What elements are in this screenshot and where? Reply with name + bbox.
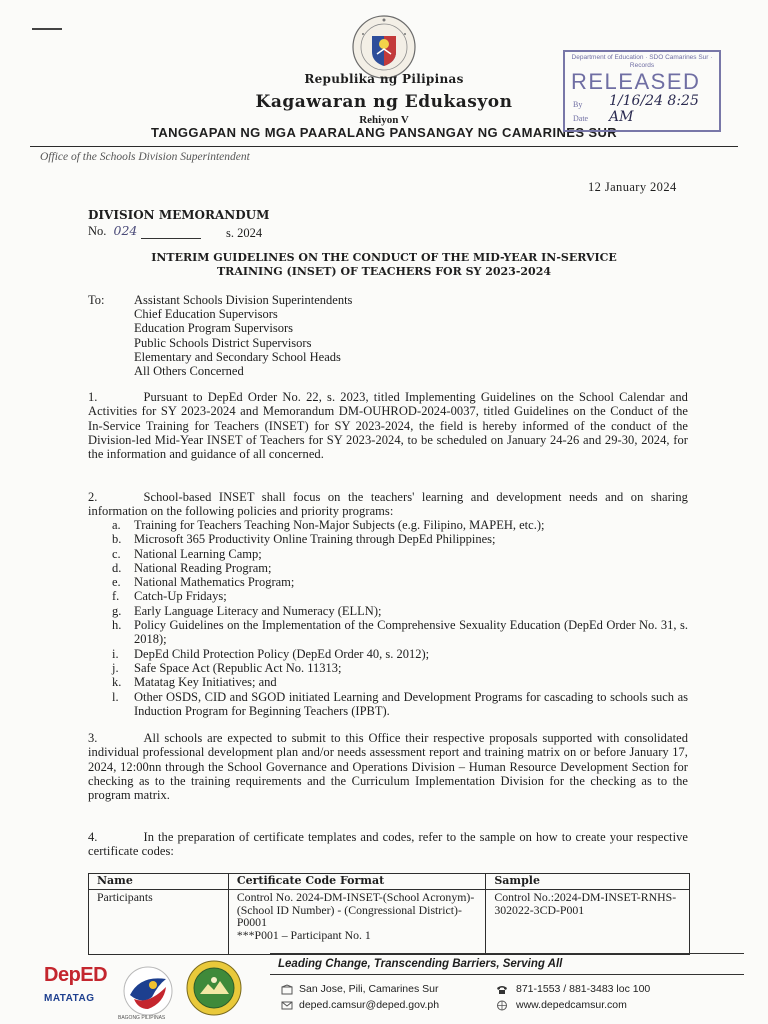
released-stamp — [563, 50, 721, 132]
subject-line-1: INTERIM GUIDELINES ON THE CONDUCT OF THE MID-YEAR IN-SERVICE — [151, 251, 617, 264]
paragraph-number: 2. — [88, 490, 98, 504]
memo-number-line — [88, 223, 201, 239]
list-item: l. Other OSDS, CID and SGOD initiated Learning and Development Programs for cascading to schools such as Induction Program for Beginning Teachers (IPBT). — [112, 689, 688, 718]
region-heading: Rehiyon V — [359, 114, 409, 126]
footer-tagline: Leading Change, Transcending Barriers, Serving All — [278, 958, 563, 970]
recipient: Assistant Schools Division Superintendents — [134, 293, 353, 307]
memo-title: DIVISION MEMORANDUM — [88, 208, 270, 222]
stamp-office-text: Department of Education · SDO Camarines Sur · Records — [571, 54, 713, 69]
memo-subject — [80, 251, 688, 279]
paragraph-text: Pursuant to DepEd Order No. 22, s. 2023, titled Implementing Guidelines on the School Calendar and Activities for SY 2023-2024 and Memorandum DM-OUHROD-2024-0037, titled Guidelines on the Conduct of the In-Service Training for Teachers (INSET) for SY 2023-2024, the field is hereby informed of the conduct of the Division-led Mid-Year INSET of Teachers for SY 2023-2024, to be scheduled on January 24-26 and 29-30, 2024, for the information and guidance of all concerned. — [88, 390, 688, 462]
paragraph-number: 1. — [88, 390, 98, 404]
paragraph-4 — [88, 830, 688, 859]
footer-phone: 871-1553 / 881-3483 loc 100 — [516, 983, 651, 995]
deped-seal-icon — [351, 14, 417, 80]
header-divider — [30, 146, 738, 147]
office-heading: TANGGAPAN NG MGA PAARALANG PANSANGAY NG CAMARINES SUR — [150, 125, 618, 140]
recipient: Education Program Supervisors — [134, 321, 294, 336]
subject-line-2: TRAINING (INSET) OF TEACHERS FOR SY 2023-2024 — [217, 265, 551, 278]
paragraph-3 — [88, 731, 688, 802]
priority-program-list — [112, 518, 688, 718]
list-item: j. Safe Space Act (Republic Act No. 11313; — [112, 660, 342, 675]
recipient: Public Schools District Supervisors — [134, 335, 312, 350]
globe-icon — [496, 1000, 508, 1011]
paragraph-text: In the preparation of certificate templates and codes, refer to the sample on how to create your respective certificate codes: — [88, 830, 688, 859]
list-item: h. Policy Guidelines on the Implementation of the Comprehensive Sexuality Education (DepEd Order No. 31, s. 2018); — [112, 618, 688, 647]
paragraph-number: 4. — [88, 830, 98, 844]
location-icon — [281, 984, 293, 995]
recipient: All Others Concerned — [134, 364, 244, 379]
list-item: i. DepEd Child Protection Policy (DepEd Order 40, s. 2012); — [112, 646, 430, 661]
stamp-date-label: Date — [573, 114, 589, 123]
department-heading: Kagawaran ng Edukasyon — [255, 92, 513, 112]
footer-address: San Jose, Pili, Camarines Sur — [299, 983, 439, 995]
table-row — [89, 889, 690, 954]
paragraph-number: 3. — [88, 731, 98, 745]
column-header-format: Certificate Code Format — [228, 874, 486, 890]
footer-divider-top — [270, 953, 744, 954]
cell-sample: Control No.:2024-DM-INSET-RNHS-302022-3CD-P001 — [486, 889, 690, 954]
bagong-pilipinas-logo — [118, 965, 174, 1021]
footer-website: www.depedcamsur.com — [516, 999, 627, 1011]
stamp-label: RELEASED — [571, 69, 701, 94]
memo-series: s. 2024 — [226, 226, 263, 240]
list-item: g. Early Language Literacy and Numeracy (ELLN); — [112, 603, 382, 618]
corner-mark — [32, 28, 62, 30]
list-item: a. Training for Teachers Teaching Non-Major Subjects (e.g. Filipino, MAPEH, etc.); — [112, 518, 545, 532]
bagong-pilipinas-icon — [122, 965, 174, 1017]
matatag-wordmark: MATATAG — [44, 993, 95, 1004]
bagong-pilipinas-caption: BAGONG PILIPINAS — [118, 1015, 166, 1021]
email-icon — [281, 1000, 293, 1011]
paragraph-1 — [88, 390, 688, 461]
to-label: To: — [88, 293, 105, 307]
certificate-code-table — [88, 873, 690, 955]
deped-matatag-logo — [44, 958, 106, 1008]
format-text: Control No. 2024-DM-INSET-(School Acronym)- (School ID Number) - (Congressional District)-P0001 — [236, 889, 475, 930]
column-header-name: Name — [89, 874, 229, 890]
paragraph-text: All schools are expected to submit to this Office their respective proposals supported with consolidated individual professional development plan and/or needs assessment report and training matrix on or before January 17, 2024, 12:00nn through the School Governance and Operations Division – Human Resource Development Section for checking as to the training requirements and the Curriculum Implementation Division for the checking as to the program matrix. — [88, 731, 688, 803]
list-item: d. National Reading Program; — [112, 560, 272, 575]
memo-no-label: No. — [88, 224, 107, 238]
paragraph-2 — [88, 490, 688, 519]
sds-office-line: Office of the Schools Division Superintendent — [40, 151, 250, 163]
list-item: b. Microsoft 365 Productivity Online Training through DepEd Philippines; — [112, 532, 496, 547]
paragraph-text: School-based INSET shall focus on the teachers' learning and development needs and on sharing information on the following policies and priority programs: — [88, 490, 688, 519]
list-item: f. Catch-Up Fridays; — [112, 589, 227, 604]
recipient: Chief Education Supervisors — [134, 307, 278, 322]
stamp-handwritten-date: 1/16/24 8:25 AM — [609, 93, 699, 125]
format-note: ***P001 – Participant No. 1 — [236, 928, 371, 943]
footer-email: deped.camsur@deped.gov.ph — [299, 999, 440, 1011]
recipient: Elementary and Secondary School Heads — [134, 349, 341, 364]
list-item: c. National Learning Camp; — [112, 546, 262, 561]
republic-heading: Republika ng Pilipinas — [304, 72, 464, 86]
list-item: k. Matatag Key Initiatives; and — [112, 675, 277, 690]
footer-divider-bottom — [270, 974, 744, 975]
memo-date: 12 January 2024 — [588, 180, 677, 194]
memo-number-underline — [141, 228, 201, 239]
stamp-by-label: By — [573, 100, 583, 109]
cell-name: Participants — [89, 889, 229, 954]
sdo-camsur-seal-icon — [186, 960, 242, 1016]
table-header-row — [89, 874, 690, 890]
cell-format — [228, 889, 486, 954]
phone-icon — [496, 984, 508, 995]
column-header-sample: Sample — [486, 874, 690, 890]
deped-wordmark: DepED — [44, 964, 108, 986]
list-item: e. National Mathematics Program; — [112, 575, 295, 590]
memo-number: 024 — [113, 223, 138, 238]
recipient-list — [134, 293, 352, 378]
